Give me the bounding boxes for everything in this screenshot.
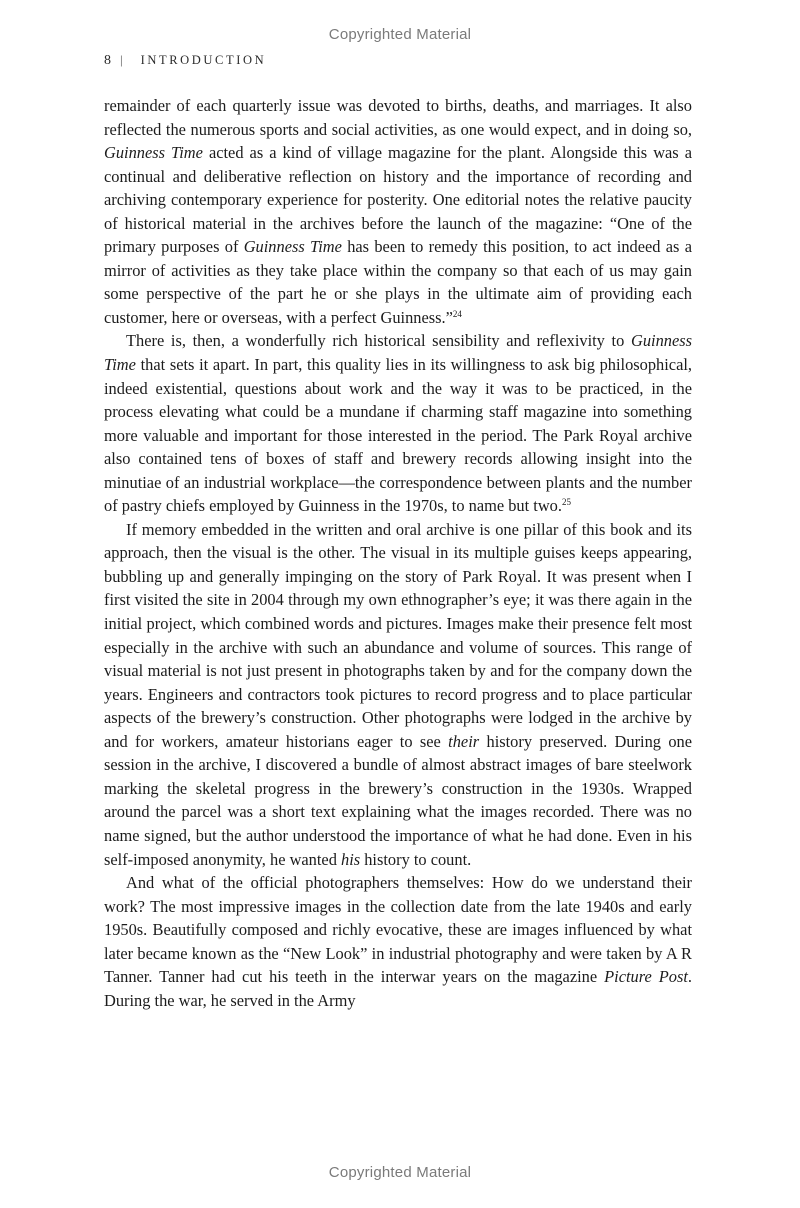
text-run: And what of the official photographers themselves: How do we understand their work? The most impressive images in the collection date from the late 1940s and early 1950s. Beautifully composed and richly evocative, these are images influenced by what later became known as the “New Look” in industrial photography and were taken by A R Tanner. Tanner had cut his teeth in the interwar years on the magazine [104, 873, 692, 987]
section-title: INTRODUCTION [140, 53, 267, 67]
italic-text: their [448, 731, 480, 751]
copyright-watermark-bottom: Copyrighted Material [328, 1164, 472, 1181]
footnote-ref: 25 [561, 497, 571, 508]
italic-text: his [341, 849, 361, 869]
paragraph [104, 871, 692, 1012]
text-run: If memory embedded in the written and oral archive is one pillar of this book and its approach, then the visual is the other. The visual in its multiple guises keeps appearing, bubbling up and generally impinging on the story of Park Royal. It was present when I first visited the site in 2004 through my own ethnographer’s eye; it was there again in the initial project, which combined words and pictures. Images make their presence felt most especially in the archive with such an abundance and volume of sources. This range of visual material is not just present in photographs taken by and for the company down the years. Engineers and contractors took pictures to record progress and to place particular aspects of the brewery’s construction. Other photographs were lodged in the archive by and for workers, amateur historians eager to see [104, 519, 692, 751]
text-run: has been to remedy this position, to act indeed as a mirror of activities as they take place within the company so that each of us may gain some perspective of the part he or she plays in the ultimate aim of providing each customer, here or overseas, with a perfect Guinness.” [104, 237, 692, 327]
paragraph [104, 329, 692, 517]
page-number: 8 [104, 53, 111, 68]
footnote-ref: 24 [452, 308, 462, 319]
running-head [104, 52, 266, 69]
text-run: acted as a kind of village magazine for the plant. Alongside this was a continual and deliberative reflection on history and the importance of recording and archiving contemporary experience for posterity. One editorial notes the relative paucity of historical material in the archives before the launch of the magazine: “One of the primary purposes of [104, 143, 692, 257]
copyright-watermark-top: Copyrighted Material [328, 26, 472, 43]
body-text [104, 94, 692, 1012]
italic-text: Guinness Time [104, 331, 692, 375]
text-run: There is, then, a wonderfully rich historical sensibility and reflexivity to [126, 331, 631, 351]
text-run: that sets it apart. In part, this quality lies in its willingness to ask big philosophical, indeed existential, questions about work and the way it was to be practiced, in the process elevating what could be a mundane if charming staff magazine into something more valuable and important for those interested in the period. The Park Royal archive also contained tens of boxes of staff and brewery records allowing insight into the minutiae of an industrial workplace—the correspondence between plants and the number of pastry chiefs employed by Guinness in the 1970s, to name but two. [104, 355, 692, 516]
paragraph [104, 518, 692, 871]
running-head-separator: | [120, 52, 123, 67]
italic-text: Guinness Time [104, 143, 203, 163]
italic-text: Picture Post [604, 967, 688, 987]
text-run: history to count. [360, 849, 472, 869]
italic-text: Guinness Time [243, 237, 342, 257]
paragraph [104, 94, 692, 329]
text-run: remainder of each quarterly issue was devoted to births, deaths, and marriages. It also reflected the numerous sports and social activities, as one would expect, and in doing so, [104, 96, 692, 139]
text-run: . During the war, he served in the Army [104, 967, 692, 1010]
text-run: history preserved. During one session in the archive, I discovered a bundle of almost abstract images of bare steelwork marking the skeletal progress in the brewery’s construction in the 1930s. Wrapped around the parcel was a short text explaining what the images recorded. There was no name signed, but the author understood the importance of what he had done. Even in his self-imposed anonymity, he wanted [104, 731, 692, 869]
